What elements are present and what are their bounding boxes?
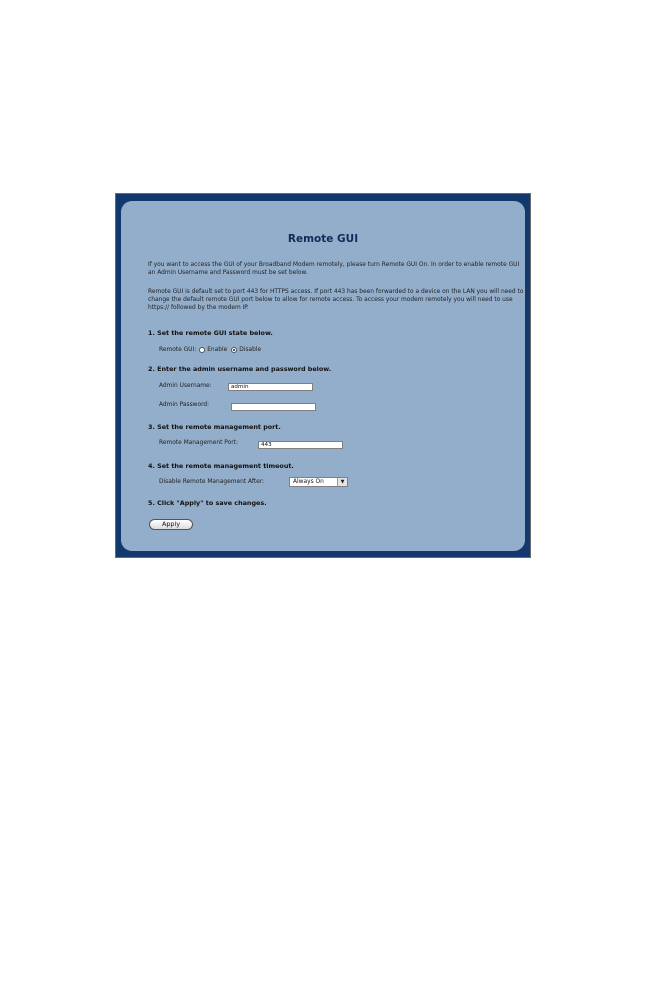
remote-port-label: Remote Management Port:: [159, 440, 238, 446]
remote-port-input[interactable]: [258, 441, 343, 449]
chevron-down-icon[interactable]: ▼: [337, 478, 347, 486]
admin-password-input[interactable]: [231, 403, 316, 411]
admin-username-label: Admin Username:: [159, 383, 212, 389]
remote-gui-frame: [115, 193, 531, 558]
admin-password-row: [159, 400, 209, 410]
admin-password-label: Admin Password:: [159, 402, 210, 408]
info-text: Remote GUI is default set to port 443 for HTTPS access. If port 443 has been forwarded to a device on the LAN you will need to change the default remote GUI port below to allow for remote access. To access your modem remotely you will need to use https:// followed by the modem IP.: [148, 289, 524, 312]
enable-radio-label[interactable]: Enable: [207, 347, 228, 353]
timeout-select-value: Always On: [293, 479, 324, 485]
admin-username-input[interactable]: [228, 383, 313, 391]
step-5-heading: 5. Click "Apply" to save changes.: [148, 499, 267, 507]
step-3-heading: 3. Set the remote management port.: [148, 423, 281, 431]
timeout-label: Disable Remote Management After:: [159, 479, 265, 485]
intro-text: If you want to access the GUI of your Broadband Modem remotely, please turn Remote GUI On. In order to enable remote GUI an Admin Username and Password must be set below.: [148, 262, 520, 277]
remote-gui-label: Remote GUI:: [159, 347, 197, 353]
step-1-heading: 1. Set the remote GUI state below.: [148, 329, 273, 337]
page-title: Remote GUI: [287, 233, 359, 245]
disable-radio-label[interactable]: Disable: [239, 347, 262, 353]
remote-port-row: [159, 438, 238, 448]
timeout-row: [159, 477, 264, 487]
disable-radio[interactable]: [231, 347, 237, 353]
remote-gui-row: [159, 345, 262, 355]
step-2-heading: 2. Enter the admin username and password below.: [148, 365, 332, 373]
enable-radio[interactable]: [199, 347, 205, 353]
apply-button[interactable]: Apply: [149, 519, 193, 530]
step-4-heading: 4. Set the remote management timeout.: [148, 462, 294, 470]
timeout-select[interactable]: [289, 477, 348, 487]
admin-username-row: [159, 381, 212, 391]
remote-gui-panel: [121, 201, 525, 551]
